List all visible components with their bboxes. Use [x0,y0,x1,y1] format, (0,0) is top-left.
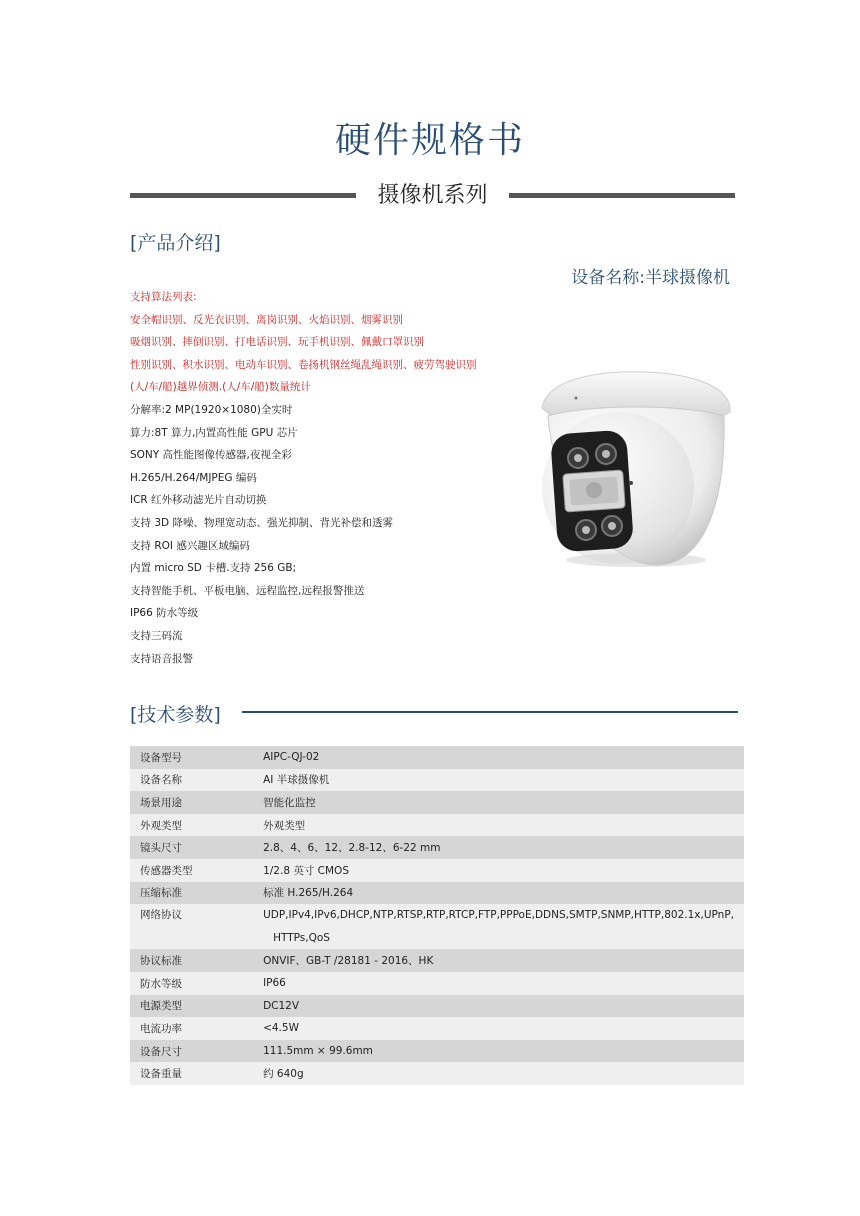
table-row [130,769,744,792]
algorithm-list-title: 支持算法列表: [130,291,197,303]
feature-item: 算力:8T 算力,内置高性能 GPU 芯片 [130,426,298,439]
spec-value: 1/2.8 英寸 CMOS [243,859,744,882]
spec-table [130,746,744,1085]
spec-value-line: HTTPs,QoS [273,931,330,944]
spec-value: 外观类型 [243,814,744,837]
algorithm-item: 性别识别、积水识别、电动车识别、卷扬机钢丝绳乱绳识别、疲劳驾驶识别 [130,358,477,371]
table-row [130,836,744,859]
series-divider-right [509,193,735,198]
feature-item: 支持智能手机、平板电脑、远程监控,远程报警推送 [130,584,365,597]
algorithm-item: (人/车/船)越界侦测.(人/车/船)数量统计 [130,381,311,394]
spec-value: AIPC-QJ-02 [243,746,744,769]
table-row [130,1040,744,1063]
table-row [130,1017,744,1040]
table-row [130,791,744,814]
intro-heading: [产品介绍] [130,232,221,254]
spec-key: 外观类型 [130,814,243,837]
spec-value-line: UDP,IPv4,IPv6,DHCP,NTP,RTSP,RTP,RTCP,FTP,PPPoE,DDNS,SMTP,SNMP,HTTP,802.1x,UPnP, [263,909,734,922]
table-row [130,814,744,837]
feature-item: 支持语音报警 [130,652,193,665]
spec-key: 设备名称 [130,769,243,792]
spec-value: 2.8、4、6、12、2.8-12、6-22 mm [243,836,744,859]
spec-value: IP66 [243,972,744,995]
spec-key [130,904,243,949]
feature-item: ICR 红外移动滤光片自动切换 [130,494,267,507]
feature-item: 支持 3D 降噪、物理宽动态、强光抑制、背光补偿和透雾 [130,516,393,529]
spec-key: 设备重量 [130,1062,243,1085]
spec-value: AI 半球摄像机 [243,769,744,792]
spec-key: 传感器类型 [130,859,243,882]
spec-value: ONVIF、GB-T /28181 - 2016、HK [243,949,744,972]
spec-key: 设备型号 [130,746,243,769]
feature-item: 支持三码流 [130,629,183,642]
feature-item: 内置 micro SD 卡槽.支持 256 GB; [130,562,297,575]
feature-item: 分解率:2 MP(1920×1080)全实时 [130,403,293,416]
table-row [130,995,744,1018]
table-row [130,949,744,972]
spec-key: 设备尺寸 [130,1040,243,1063]
table-row [130,746,744,769]
spec-value: DC12V [243,995,744,1018]
feature-item: 支持 ROI 感兴趣区域编码 [130,539,250,552]
spec-value: <4.5W [243,1017,744,1040]
spec-value: 约 640g [243,1062,744,1085]
spec-key: 防水等级 [130,972,243,995]
spec-value [243,904,744,949]
table-row [130,972,744,995]
spec-key: 场景用途 [130,791,243,814]
feature-item: IP66 防水等级 [130,607,199,620]
spec-key: 镜头尺寸 [130,836,243,859]
spec-key: 协议标准 [130,949,243,972]
intro-feature-list [130,286,550,670]
table-row [130,859,744,882]
table-row [130,904,744,949]
spec-key: 电源类型 [130,995,243,1018]
series-title: 摄像机系列 [377,183,488,208]
table-row [130,1062,744,1085]
device-name-label: 设备名称:半球摄像机 [571,268,730,288]
tech-heading: [技术参数] [130,704,221,726]
dome-camera-icon [536,360,736,572]
spec-key-text: 网络协议 [140,909,182,922]
spec-value: 智能化监控 [243,791,744,814]
spec-value: 标准 H.265/H.264 [243,882,744,905]
spec-key: 压缩标准 [130,882,243,905]
feature-item: H.265/H.264/MJPEG 编码 [130,471,257,484]
spec-key: 电流功率 [130,1017,243,1040]
spec-value: 111.5mm × 99.6mm [243,1040,744,1063]
series-banner [130,178,735,214]
algorithm-item: 吸烟识别、摔倒识别、打电话识别、玩手机识别、佩戴口罩识别 [130,336,424,349]
document-title: 硬件规格书 [334,120,525,161]
tech-heading-rule [242,711,738,713]
feature-item: SONY 高性能图像传感器,夜视全彩 [130,449,292,462]
table-row [130,882,744,905]
algorithm-item: 安全帽识别、反光衣识别、离岗识别、火焰识别、烟雾识别 [130,313,403,326]
